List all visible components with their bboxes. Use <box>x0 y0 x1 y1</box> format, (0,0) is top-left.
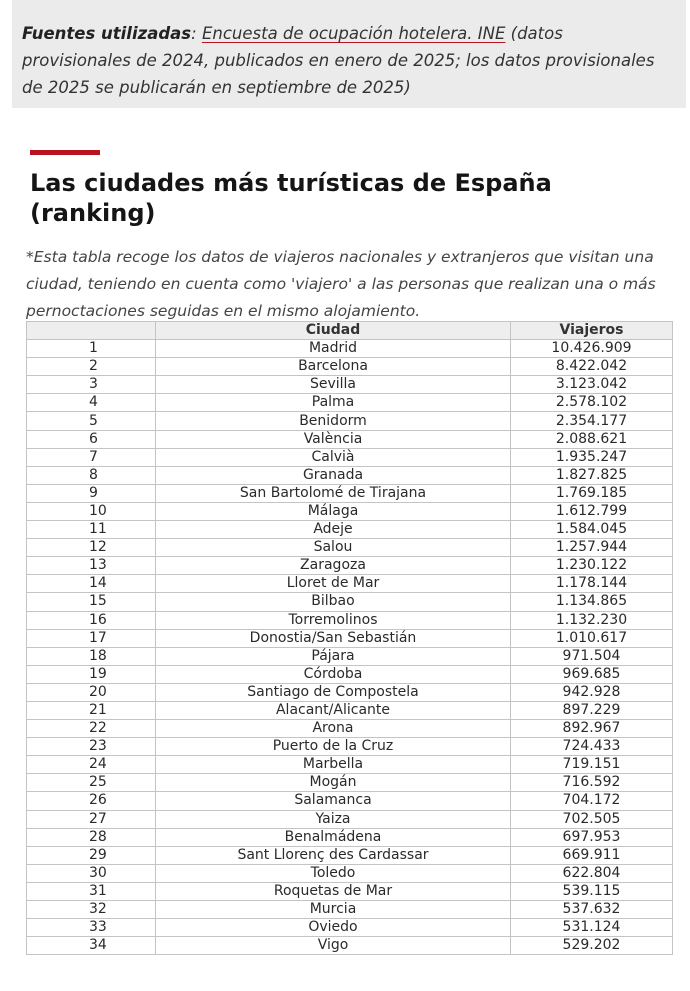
rank-cell: 12 <box>27 539 156 557</box>
sources-label: Fuentes utilizadas <box>22 24 192 43</box>
table-row <box>27 901 673 919</box>
table-row <box>27 340 673 358</box>
travelers-cell: 537.632 <box>511 901 673 919</box>
travelers-cell: 1.584.045 <box>511 521 673 539</box>
rank-cell: 15 <box>27 593 156 611</box>
rank-cell: 27 <box>27 810 156 828</box>
rank-cell: 26 <box>27 792 156 810</box>
travelers-cell: 702.505 <box>511 810 673 828</box>
travelers-cell: 1.935.247 <box>511 448 673 466</box>
rank-cell: 18 <box>27 647 156 665</box>
table-row <box>27 466 673 484</box>
table-row <box>27 484 673 502</box>
page-title: Las ciudades más turísticas de España (ranking) <box>30 169 552 227</box>
city-cell: Benidorm <box>156 412 511 430</box>
city-cell: Vigo <box>156 937 511 955</box>
travelers-cell: 2.088.621 <box>511 430 673 448</box>
city-cell: Pájara <box>156 647 511 665</box>
city-cell: Adeje <box>156 521 511 539</box>
table-row <box>27 738 673 756</box>
travelers-cell: 1.230.122 <box>511 557 673 575</box>
rank-cell: 6 <box>27 430 156 448</box>
rank-cell: 22 <box>27 720 156 738</box>
sources-separator: : <box>191 24 202 43</box>
travelers-cell: 704.172 <box>511 792 673 810</box>
rank-cell: 20 <box>27 683 156 701</box>
rank-cell: 17 <box>27 629 156 647</box>
city-cell: Granada <box>156 466 511 484</box>
table-row <box>27 647 673 665</box>
rank-cell: 33 <box>27 919 156 937</box>
table-row <box>27 430 673 448</box>
rank-cell: 13 <box>27 557 156 575</box>
table-row <box>27 774 673 792</box>
travelers-cell: 669.911 <box>511 846 673 864</box>
travelers-cell: 971.504 <box>511 647 673 665</box>
table-row <box>27 448 673 466</box>
city-cell: Puerto de la Cruz <box>156 738 511 756</box>
ranking-table <box>26 321 673 955</box>
city-cell: Palma <box>156 394 511 412</box>
city-cell: Oviedo <box>156 919 511 937</box>
rank-cell: 5 <box>27 412 156 430</box>
table-body <box>27 340 673 955</box>
travelers-cell: 1.134.865 <box>511 593 673 611</box>
city-cell: Donostia/San Sebastián <box>156 629 511 647</box>
rank-cell: 1 <box>27 340 156 358</box>
city-cell: Salou <box>156 539 511 557</box>
table-row <box>27 665 673 683</box>
city-cell: Barcelona <box>156 358 511 376</box>
table-header-row <box>27 322 673 340</box>
travelers-cell: 1.612.799 <box>511 502 673 520</box>
travelers-cell: 2.354.177 <box>511 412 673 430</box>
city-cell: Arona <box>156 720 511 738</box>
travelers-cell: 529.202 <box>511 937 673 955</box>
sources-text: (datos provisionales de 2024, publicados en enero de 2025; los datos provisionales de 2025 se publicarán en septiembre de 2025) <box>22 24 655 97</box>
title-accent-bar <box>30 150 100 155</box>
rank-cell: 16 <box>27 611 156 629</box>
table-row <box>27 412 673 430</box>
rank-cell: 14 <box>27 575 156 593</box>
travelers-cell: 8.422.042 <box>511 358 673 376</box>
table-row <box>27 919 673 937</box>
city-cell: Sevilla <box>156 376 511 394</box>
city-cell: Santiago de Compostela <box>156 683 511 701</box>
table-row <box>27 792 673 810</box>
travelers-cell: 3.123.042 <box>511 376 673 394</box>
table-row <box>27 810 673 828</box>
rank-cell: 10 <box>27 502 156 520</box>
rank-cell: 30 <box>27 864 156 882</box>
travelers-cell: 1.257.944 <box>511 539 673 557</box>
sources-box <box>12 0 686 108</box>
header-rank <box>27 322 156 340</box>
rank-cell: 34 <box>27 937 156 955</box>
city-cell: Málaga <box>156 502 511 520</box>
city-cell: Madrid <box>156 340 511 358</box>
rank-cell: 21 <box>27 701 156 719</box>
city-cell: Sant Llorenç des Cardassar <box>156 846 511 864</box>
rank-cell: 7 <box>27 448 156 466</box>
sources-link[interactable]: Encuesta de ocupación hotelera. INE <box>201 24 506 43</box>
table-row <box>27 937 673 955</box>
table-row <box>27 557 673 575</box>
travelers-cell: 1.178.144 <box>511 575 673 593</box>
city-cell: San Bartolomé de Tirajana <box>156 484 511 502</box>
city-cell: Alacant/Alicante <box>156 701 511 719</box>
city-cell: Zaragoza <box>156 557 511 575</box>
rank-cell: 11 <box>27 521 156 539</box>
travelers-cell: 1.132.230 <box>511 611 673 629</box>
table-row <box>27 521 673 539</box>
table-row <box>27 882 673 900</box>
header-travelers: Viajeros <box>511 322 673 340</box>
city-cell: Córdoba <box>156 665 511 683</box>
city-cell: Calvià <box>156 448 511 466</box>
rank-cell: 8 <box>27 466 156 484</box>
travelers-cell: 539.115 <box>511 882 673 900</box>
city-cell: València <box>156 430 511 448</box>
table-row <box>27 539 673 557</box>
city-cell: Salamanca <box>156 792 511 810</box>
rank-cell: 23 <box>27 738 156 756</box>
city-cell: Torremolinos <box>156 611 511 629</box>
table-row <box>27 629 673 647</box>
table-row <box>27 756 673 774</box>
rank-cell: 19 <box>27 665 156 683</box>
travelers-cell: 716.592 <box>511 774 673 792</box>
city-cell: Roquetas de Mar <box>156 882 511 900</box>
travelers-cell: 942.928 <box>511 683 673 701</box>
table-row <box>27 376 673 394</box>
city-cell: Murcia <box>156 901 511 919</box>
rank-cell: 29 <box>27 846 156 864</box>
city-cell: Mogán <box>156 774 511 792</box>
travelers-cell: 1.010.617 <box>511 629 673 647</box>
table-row <box>27 575 673 593</box>
city-cell: Marbella <box>156 756 511 774</box>
travelers-cell: 10.426.909 <box>511 340 673 358</box>
rank-cell: 28 <box>27 828 156 846</box>
travelers-cell: 969.685 <box>511 665 673 683</box>
table-row <box>27 864 673 882</box>
travelers-cell: 724.433 <box>511 738 673 756</box>
table-row <box>27 720 673 738</box>
table-note: *Esta tabla recoge los datos de viajeros nacionales y extranjeros que visitan una ciudad, teniendo en cuenta como 'viajero' a las personas que realizan una o más pernoctaciones seguidas en el mismo alojamiento. <box>26 248 656 320</box>
rank-cell: 25 <box>27 774 156 792</box>
travelers-cell: 1.769.185 <box>511 484 673 502</box>
rank-cell: 31 <box>27 882 156 900</box>
table-row <box>27 828 673 846</box>
table-row <box>27 683 673 701</box>
rank-cell: 3 <box>27 376 156 394</box>
rank-cell: 32 <box>27 901 156 919</box>
city-cell: Yaiza <box>156 810 511 828</box>
rank-cell: 9 <box>27 484 156 502</box>
table-row <box>27 593 673 611</box>
city-cell: Benalmádena <box>156 828 511 846</box>
travelers-cell: 2.578.102 <box>511 394 673 412</box>
table-row <box>27 502 673 520</box>
table-row <box>27 846 673 864</box>
table-row <box>27 611 673 629</box>
header-city: Ciudad <box>156 322 511 340</box>
travelers-cell: 697.953 <box>511 828 673 846</box>
travelers-cell: 892.967 <box>511 720 673 738</box>
rank-cell: 2 <box>27 358 156 376</box>
table-row <box>27 394 673 412</box>
travelers-cell: 531.124 <box>511 919 673 937</box>
travelers-cell: 1.827.825 <box>511 466 673 484</box>
rank-cell: 24 <box>27 756 156 774</box>
rank-cell: 4 <box>27 394 156 412</box>
table-row <box>27 358 673 376</box>
travelers-cell: 622.804 <box>511 864 673 882</box>
table-row <box>27 701 673 719</box>
city-cell: Toledo <box>156 864 511 882</box>
travelers-cell: 897.229 <box>511 701 673 719</box>
city-cell: Lloret de Mar <box>156 575 511 593</box>
travelers-cell: 719.151 <box>511 756 673 774</box>
city-cell: Bilbao <box>156 593 511 611</box>
